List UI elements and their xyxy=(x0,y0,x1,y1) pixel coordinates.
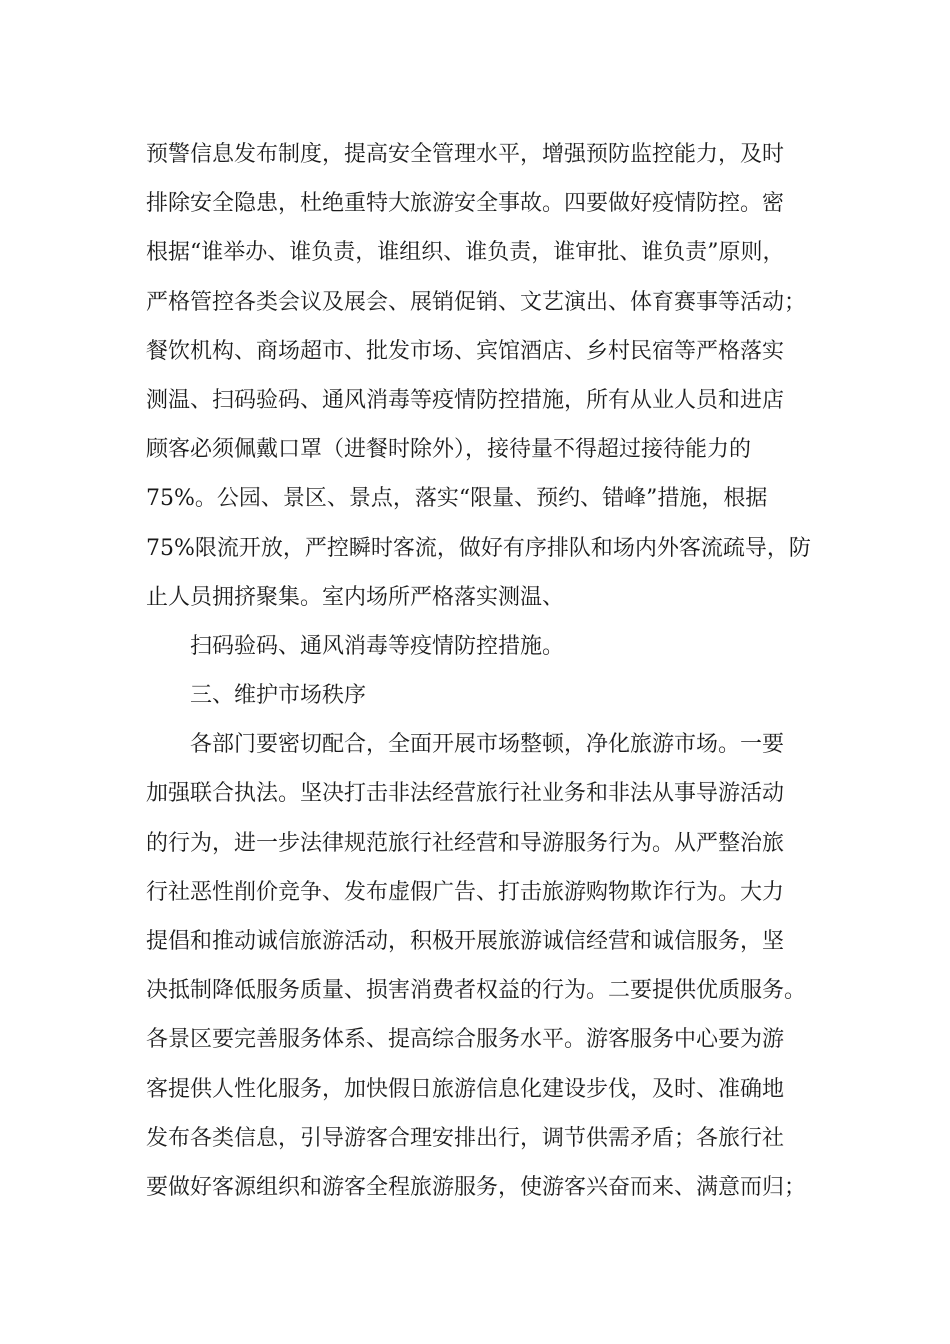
text-line: 75%。公园、景区、景点，落实“限量、预约、错峰”措施，根据 xyxy=(146,486,768,512)
text-line: 的行为，进一步法律规范旅行社经营和导游服务行为。从严整治旅 xyxy=(146,830,785,856)
text-line: 75%限流开放，严控瞬时客流，做好有序排队和场内外客流疏导，防 xyxy=(146,535,811,561)
text-line: 提倡和推动诚信旅游活动，积极开展旅游诚信经营和诚信服务，坚 xyxy=(146,929,785,954)
text-line: 根据“谁举办、谁负责，谁组织、谁负责，谁审批、谁负责”原则， xyxy=(146,240,785,266)
text-line: 各景区要完善服务体系、提高综合服务水平。游客服务中心要为游 xyxy=(146,1027,785,1053)
text-line: 发布各类信息，引导游客合理安排出行，调节供需矛盾；各旅行社 xyxy=(146,1125,785,1151)
text-line: 客提供人性化服务，加快假日旅游信息化建设步伐，及时、准确地 xyxy=(146,1076,785,1102)
text-line: 顾客必须佩戴口罩（进餐时除外），接待量不得超过接待能力的 xyxy=(146,437,752,463)
text-line: 决抵制降低服务质量、损害消费者权益的行为。二要提供优质服务。 xyxy=(146,978,807,1004)
text-line: 扫码验码、通风消毒等疫情防控措施。 xyxy=(190,633,565,659)
text-line: 加强联合执法。坚决打击非法经营旅行社业务和非法从事导游活动 xyxy=(146,781,785,807)
text-line: 止人员拥挤聚集。室内场所严格落实测温、 xyxy=(146,584,565,610)
text-line: 测温、扫码验码、通风消毒等疫情防控措施，所有从业人员和进店 xyxy=(146,387,785,413)
text-line: 严格管控各类会议及展会、展销促销、文艺演出、体育赛事等活动； xyxy=(146,289,807,315)
text-line: 餐饮机构、商场超市、批发市场、宾馆酒店、乡村民宿等严格落实 xyxy=(146,338,785,364)
text-line: 行社恶性削价竞争、发布虚假广告、打击旅游购物欺诈行为。大力 xyxy=(146,879,785,905)
text-line: 要做好客源组织和游客全程旅游服务，使游客兴奋而来、满意而归； xyxy=(146,1174,807,1200)
text-line: 排除安全隐患，杜绝重特大旅游安全事故。四要做好疫情防控。密 xyxy=(146,191,785,217)
section-heading: 三、维护市场秩序 xyxy=(190,683,367,709)
document-body xyxy=(146,130,836,1212)
text-line: 预警信息发布制度，提高安全管理水平，增强预防监控能力，及时 xyxy=(146,142,785,167)
text-line: 各部门要密切配合，全面开展市场整顿，净化旅游市场。一要 xyxy=(190,732,785,758)
